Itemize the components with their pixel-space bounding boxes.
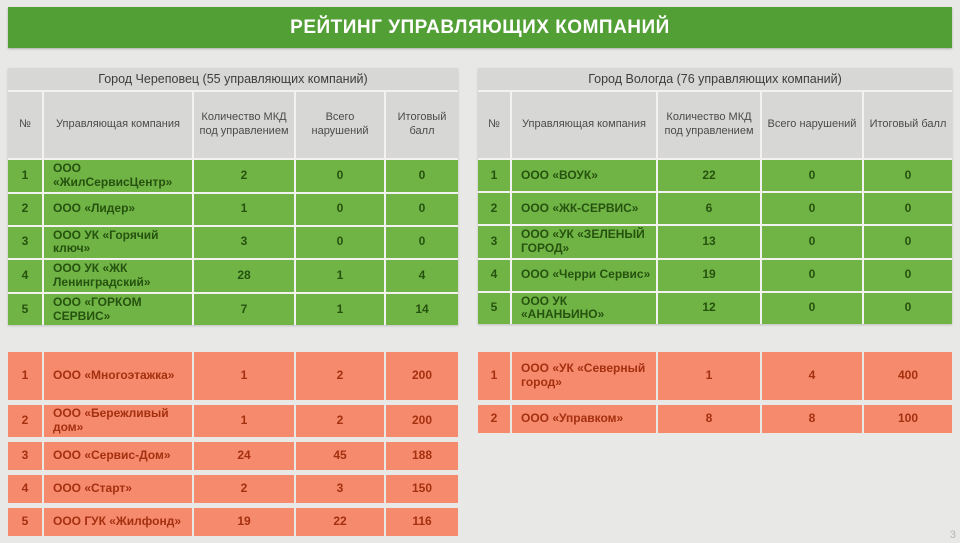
table-row: [478, 226, 952, 258]
violations-cell: 0: [762, 193, 862, 224]
table-row: [478, 352, 952, 400]
score-cell: 0: [386, 194, 458, 225]
rank-cell: 3: [8, 442, 42, 470]
violations-cell: 1: [296, 294, 384, 326]
mkd-cell: 6: [658, 193, 760, 224]
company-cell: ООО «Лидер»: [44, 194, 192, 225]
violations-cell: 45: [296, 442, 384, 470]
violations-cell: 0: [762, 260, 862, 291]
company-cell: ООО «Сервис-Дом»: [44, 442, 192, 470]
vologda-top5-table: [478, 68, 952, 324]
mkd-cell: 1: [194, 352, 294, 400]
column-header-company: Управляющая компания: [44, 92, 192, 158]
column-header-mkd: Количество МКД под управлением: [194, 92, 294, 158]
column-header-score: Итоговый балл: [386, 92, 458, 158]
mkd-cell: 13: [658, 226, 760, 258]
table-row: [8, 294, 458, 326]
mkd-cell: 8: [658, 405, 760, 433]
rank-cell: 3: [8, 227, 42, 259]
violations-cell: 0: [296, 194, 384, 225]
table-row: [8, 475, 458, 503]
score-cell: 188: [386, 442, 458, 470]
table-row: [8, 160, 458, 192]
company-cell: ООО «ГОРКОМ СЕРВИС»: [44, 294, 192, 326]
company-cell: ООО «Многоэтажка»: [44, 352, 192, 400]
mkd-cell: 19: [194, 508, 294, 536]
company-cell: ООО «ЖилСервисЦентр»: [44, 160, 192, 192]
column-header-company: Управляющая компания: [512, 92, 656, 158]
rank-cell: 2: [478, 193, 510, 224]
rank-cell: 5: [8, 508, 42, 536]
score-cell: 0: [864, 193, 952, 224]
table-row: [8, 260, 458, 292]
column-header-mkd: Количество МКД под управлением: [658, 92, 760, 158]
vologda-bottom-table: [478, 352, 952, 433]
table-row: [8, 227, 458, 259]
violations-cell: 1: [296, 260, 384, 292]
company-cell: ООО «Старт»: [44, 475, 192, 503]
score-cell: 0: [864, 226, 952, 258]
table-header-row: [478, 92, 952, 158]
company-cell: ООО УК «Горячий ключ»: [44, 227, 192, 259]
rank-cell: 1: [478, 352, 510, 400]
city-header-cherepovets: Город Череповец (55 управляющих компаний): [8, 68, 458, 90]
score-cell: 116: [386, 508, 458, 536]
rank-cell: 1: [8, 352, 42, 400]
company-cell: ООО «ЖК-СЕРВИС»: [512, 193, 656, 224]
mkd-cell: 12: [658, 293, 760, 325]
company-cell: ООО УК «АНАНЬИНО»: [512, 293, 656, 325]
table-row: [8, 352, 458, 400]
violations-cell: 3: [296, 475, 384, 503]
rank-cell: 5: [8, 294, 42, 326]
table-row: [478, 293, 952, 325]
violations-cell: 0: [762, 226, 862, 258]
city-header-vologda: Город Вологда (76 управляющих компаний): [478, 68, 952, 90]
column-header-num: №: [478, 92, 510, 158]
score-cell: 4: [386, 260, 458, 292]
rank-cell: 4: [8, 260, 42, 292]
cherepovets-top5-table: [8, 68, 458, 325]
mkd-cell: 1: [194, 194, 294, 225]
mkd-cell: 28: [194, 260, 294, 292]
mkd-cell: 1: [658, 352, 760, 400]
company-cell: ООО «Управком»: [512, 405, 656, 433]
violations-cell: 2: [296, 405, 384, 437]
mkd-cell: 2: [194, 475, 294, 503]
table-header-row: [8, 92, 458, 158]
company-cell: ООО «УК «ЗЕЛЕНЫЙ ГОРОД»: [512, 226, 656, 258]
rank-cell: 2: [8, 194, 42, 225]
table-row: [8, 508, 458, 536]
violations-cell: 2: [296, 352, 384, 400]
score-cell: 150: [386, 475, 458, 503]
page-title: РЕЙТИНГ УПРАВЛЯЮЩИХ КОМПАНИЙ: [8, 7, 952, 48]
mkd-cell: 19: [658, 260, 760, 291]
column-header-violations: Всего нарушений: [762, 92, 862, 158]
score-cell: 0: [864, 293, 952, 325]
violations-cell: 0: [296, 227, 384, 259]
violations-cell: 0: [762, 160, 862, 191]
mkd-cell: 22: [658, 160, 760, 191]
rank-cell: 1: [478, 160, 510, 191]
company-cell: ООО «ВОУК»: [512, 160, 656, 191]
violations-cell: 4: [762, 352, 862, 400]
score-cell: 0: [864, 260, 952, 291]
rank-cell: 5: [478, 293, 510, 325]
column-header-violations: Всего нарушений: [296, 92, 384, 158]
company-cell: ООО УК «ЖК Ленинградский»: [44, 260, 192, 292]
violations-cell: 22: [296, 508, 384, 536]
score-cell: 400: [864, 352, 952, 400]
violations-cell: 8: [762, 405, 862, 433]
violations-cell: 0: [296, 160, 384, 192]
table-row: [478, 160, 952, 191]
company-cell: ООО «Черри Сервис»: [512, 260, 656, 291]
score-cell: 0: [386, 160, 458, 192]
column-header-num: №: [8, 92, 42, 158]
rank-cell: 2: [8, 405, 42, 437]
rank-cell: 1: [8, 160, 42, 192]
column-header-score: Итоговый балл: [864, 92, 952, 158]
table-row: [8, 194, 458, 225]
mkd-cell: 7: [194, 294, 294, 326]
mkd-cell: 3: [194, 227, 294, 259]
violations-cell: 0: [762, 293, 862, 325]
company-cell: ООО «УК «Северный город»: [512, 352, 656, 400]
cherepovets-bottom-table: [8, 352, 458, 536]
rank-cell: 4: [8, 475, 42, 503]
rank-cell: 3: [478, 226, 510, 258]
rank-cell: 2: [478, 405, 510, 433]
mkd-cell: 2: [194, 160, 294, 192]
score-cell: 0: [386, 227, 458, 259]
rank-cell: 4: [478, 260, 510, 291]
page-number: 3: [949, 529, 956, 541]
score-cell: 200: [386, 405, 458, 437]
table-row: [478, 405, 952, 433]
table-row: [8, 442, 458, 470]
score-cell: 0: [864, 160, 952, 191]
table-row: [478, 193, 952, 224]
company-cell: ООО ГУК «Жилфонд»: [44, 508, 192, 536]
table-row: [8, 405, 458, 437]
score-cell: 14: [386, 294, 458, 326]
company-cell: ООО «Бережливый дом»: [44, 405, 192, 437]
score-cell: 200: [386, 352, 458, 400]
table-row: [478, 260, 952, 291]
mkd-cell: 1: [194, 405, 294, 437]
score-cell: 100: [864, 405, 952, 433]
mkd-cell: 24: [194, 442, 294, 470]
